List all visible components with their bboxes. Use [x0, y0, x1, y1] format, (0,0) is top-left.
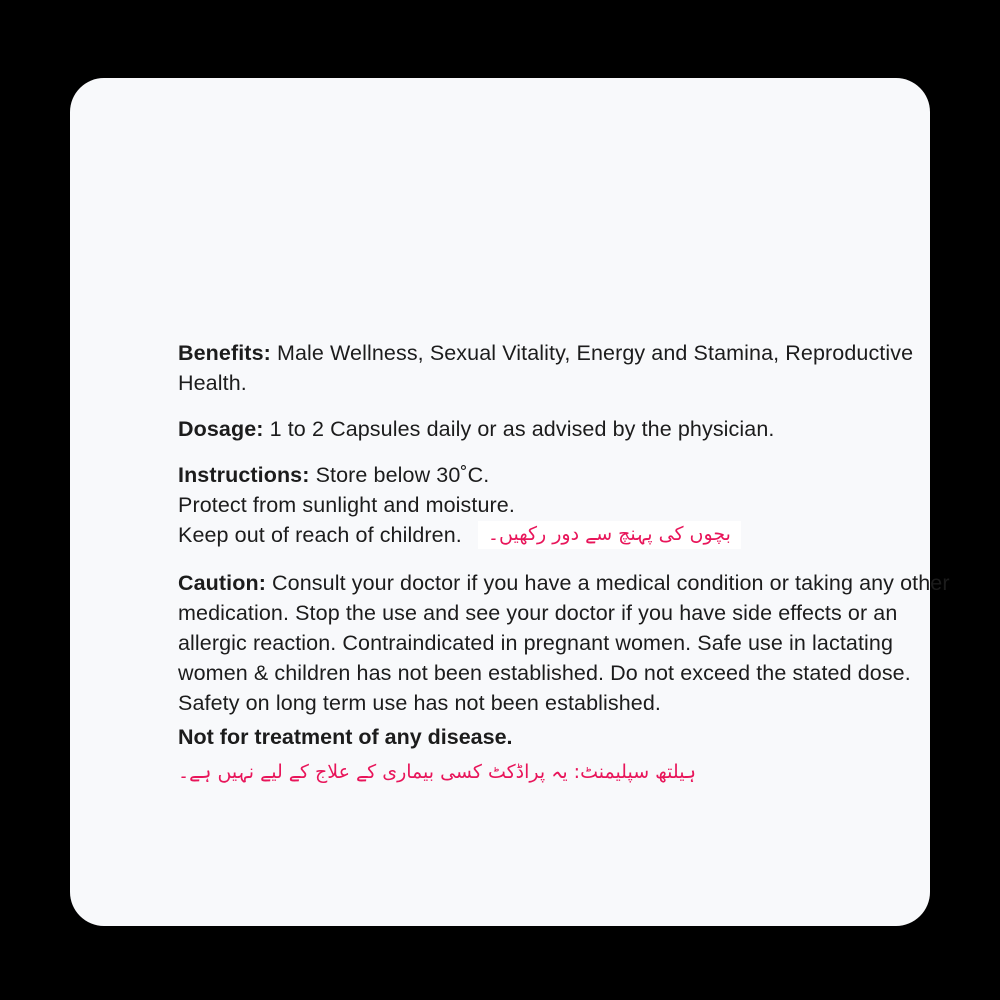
instructions-label: Instructions: [178, 463, 310, 487]
instructions-line-3 [178, 520, 968, 550]
instructions-urdu-note: بچوں کی پہنچ سے دور رکھیں۔ [478, 521, 741, 549]
disclaimer-urdu: ہیلتھ سپلیمنٹ: یہ پراڈکٹ کسی بیماری کے علاج کے لیے نہیں ہے۔ [178, 761, 697, 783]
benefits-paragraph [178, 338, 968, 398]
instructions-line-1 [178, 460, 968, 490]
instructions-paragraph [178, 460, 968, 550]
caution-label: Caution: [178, 571, 266, 595]
disclaimer-urdu-wrap [178, 758, 968, 786]
benefits-text: Male Wellness, Sexual Vitality, Energy and Stamina, Reproductive Health. [178, 341, 914, 395]
disclaimer-english: Not for treatment of any disease. [178, 725, 513, 749]
dosage-label: Dosage: [178, 417, 264, 441]
caution-paragraph [178, 568, 968, 718]
instructions-text-1: Store below 30˚C. [309, 463, 490, 487]
instructions-text-3: Keep out of reach of children. [178, 523, 462, 547]
caution-text: Consult your doctor if you have a medical condition or taking any other medication. Stop the use and see your doctor if you have side effects or an allergic reaction. Contraindicated in pregnant women. Safe use in lactating women & children has not been established. Do not exceed the stated dose. Safety on long term use has not been established. [178, 571, 950, 715]
label-content [178, 338, 968, 786]
product-label-card [70, 78, 950, 926]
instructions-line-2: Protect from sunlight and moisture. [178, 493, 515, 517]
dosage-text: 1 to 2 Capsules daily or as advised by the physician. [263, 417, 775, 441]
dosage-paragraph [178, 414, 968, 444]
benefits-label: Benefits: [178, 341, 271, 365]
